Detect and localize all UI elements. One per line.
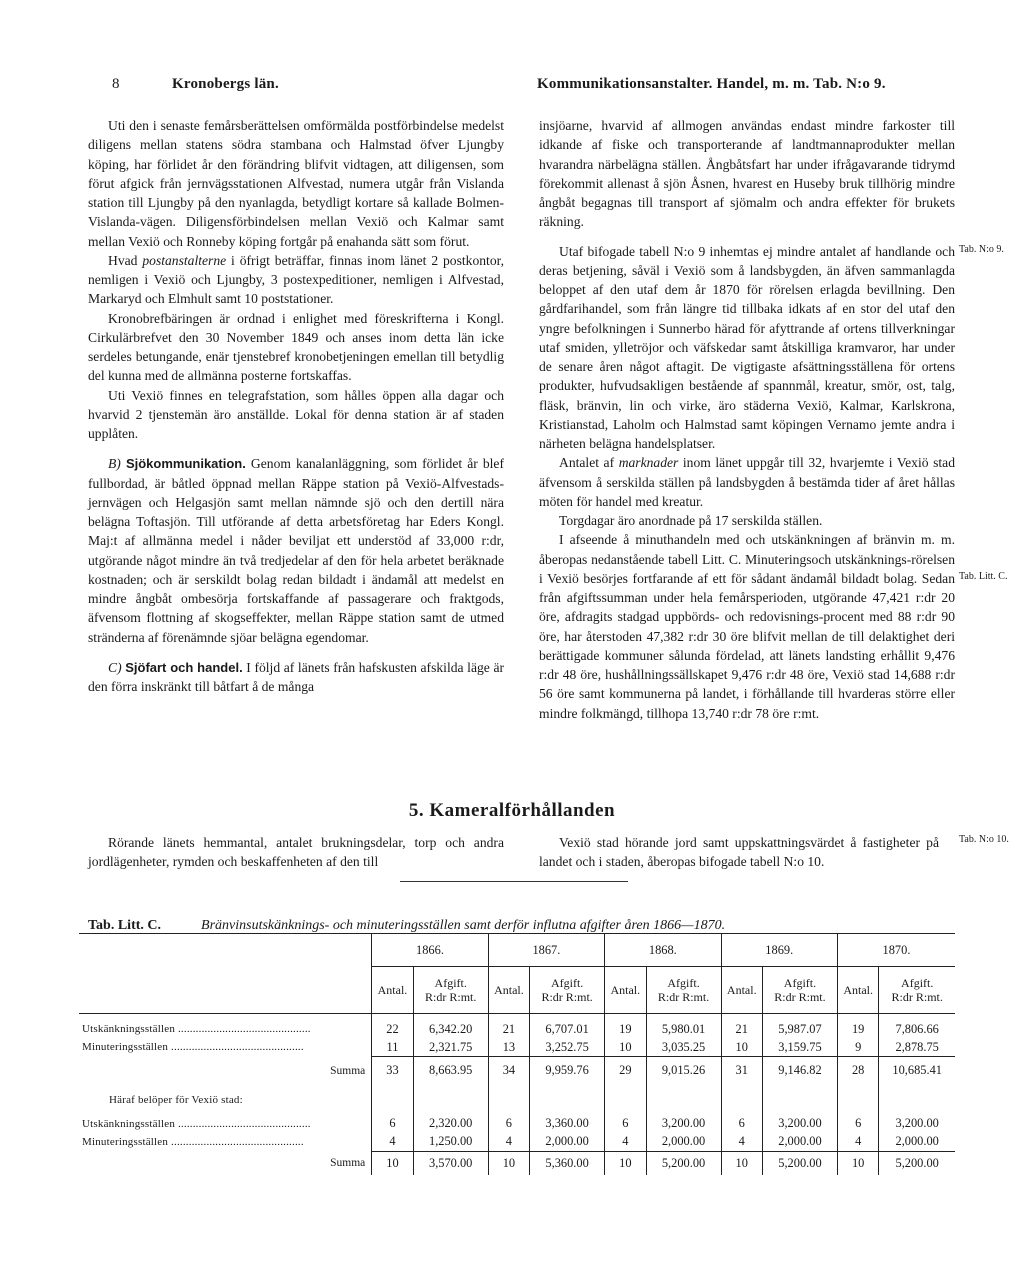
table-cell: 4 bbox=[837, 1133, 878, 1152]
year-header-row bbox=[79, 934, 955, 967]
table-cell: 6 bbox=[372, 1115, 413, 1133]
left-text-column bbox=[88, 116, 504, 696]
column-header: Antal. bbox=[837, 967, 878, 1014]
vexio-heading: Häraf belöper för Vexiö stad: bbox=[109, 1093, 243, 1106]
table-cell: 31 bbox=[721, 1057, 762, 1085]
table-cell: 2,000.00 bbox=[530, 1133, 605, 1152]
running-header-left: Kronobergs län. bbox=[172, 76, 279, 92]
right-text-column bbox=[539, 116, 955, 723]
vexio-heading-row bbox=[79, 1085, 955, 1115]
table-cell: 3,570.00 bbox=[413, 1151, 488, 1175]
table-cell: 3,252.75 bbox=[530, 1038, 605, 1057]
column-header: Afgift. R:dr R:mt. bbox=[879, 967, 955, 1014]
summa-row bbox=[79, 1057, 955, 1085]
table-cell: 22 bbox=[372, 1014, 413, 1039]
table-cell: 8,663.95 bbox=[413, 1057, 488, 1085]
column-header: Afgift. R:dr R:mt. bbox=[762, 967, 837, 1014]
section-right-text: Vexiö stad hörande jord samt uppskattningsvärdet å fastigheter på landet och i staden, åberopas bifogade tabell N:o 10. bbox=[539, 835, 939, 870]
table-cell: 10 bbox=[721, 1038, 762, 1057]
row-label: Minuteringsställen ............................................. bbox=[82, 1041, 304, 1054]
table-cell: 2,000.00 bbox=[762, 1133, 837, 1152]
table-cell: 2,000.00 bbox=[646, 1133, 721, 1152]
column-header: Afgift. R:dr R:mt. bbox=[413, 967, 488, 1014]
column-header: Antal. bbox=[488, 967, 529, 1014]
paragraph-markets: Antalet af marknader inom länet uppgår till 32, hvarjemte i Vexiö stad äfvensom å serskilda ställen på landsbygden å bestämda tider af året hållas möten för handel med kreatur. bbox=[539, 455, 955, 509]
table-cell: 10 bbox=[837, 1151, 878, 1175]
section-left-text: Rörande länets hemmantal, antalet brukningsdelar, torp och andra jordlägenheter, rymden och beskaffenheten af den till bbox=[88, 835, 504, 870]
table-cell: 6,342.20 bbox=[413, 1014, 488, 1039]
table-cell: 9,015.26 bbox=[646, 1057, 721, 1085]
section-rule bbox=[400, 881, 628, 882]
column-header: Antal. bbox=[605, 967, 646, 1014]
paragraph-spirits-trade: I afseende å minuthandeln med och utskänkningen af bränvin m. m. åberopas nedanstående tabell Litt. C. Minuteringsoch utskänknings-rörelsen i Vexiö besörjes fortfarande af ett för sådant ändamål bildadt bolag. Sedan från afgiftssumman under hela femårsperioden, utgörande 47,421 r:dr 20 öre, afdragits stadgad uppbörds- och redovisnings-procent med 88 r:dr 90 öre, har återstoden 47,382 r:dr 30 öre blifvit mellan de till delaktighet deri berättigade kommuner sålunda fördelad, att länets landsting erhållit 9,476 r:dr 48 öre, hushållningssällskapet 9,476 r:dr 48 öre, Vexiö stad 14,688 r:dr 56 öre samt kommunerna på landet, i förhållande till hvarderas större eller mindre folkmängd, tillhopa 13,740 r:dr 78 öre r:mt. bbox=[539, 532, 955, 721]
table-cell: 10,685.41 bbox=[879, 1057, 955, 1085]
table-cell: 4 bbox=[721, 1133, 762, 1152]
margin-note-tab9: Tab. N:o 9. bbox=[959, 244, 1004, 255]
table-cell: 6 bbox=[721, 1115, 762, 1133]
column-header: Afgift. R:dr R:mt. bbox=[530, 967, 605, 1014]
paragraph-diligence: Uti den i senaste femårsberättelsen omförmälda postförbindelse medelst diligens mellan statens södra stambana och Halmstad öfver Ljungby köping, har förlidet år den förändring blifvit vidtagen, att diligensen, som förut afgick från jernvägsstationen Alfvestad, numera utgår från Vislanda station till Ljungby på den nyanlagda, betydligt kortare så kallade Bolmen-Vislanda-vägen. Diligensförbindelsen mellan Vexiö och Kalmar samt mellan Vexiö och Ronneby köping fortgår på enahanda sätt som förut. bbox=[88, 118, 504, 249]
paragraph-post-offices: Hvad postanstalterne i öfrigt beträffar, finnas inom länet 2 postkontor, nemligen i Vexiö och Ljungby, 3 postexpeditioner, nemligen i Alfvestad, Markaryd och Elmhult samt 10 poststationer. bbox=[88, 252, 505, 307]
paragraph-telegraph: Uti Vexiö finnes en telegrafstation, som hålles öppen alla dagar och hvarvid 2 tjenstemän äro anställde. Lokal för denna station är af staden upplåten. bbox=[88, 387, 504, 441]
table-cell: 28 bbox=[837, 1057, 878, 1085]
table-cell: 6 bbox=[837, 1115, 878, 1133]
table-cell: 5,360.00 bbox=[530, 1151, 605, 1175]
table-cell: 10 bbox=[605, 1038, 646, 1057]
table-cell: 6 bbox=[605, 1115, 646, 1133]
margin-note-tab-litt-c: Tab. Litt. C. bbox=[959, 571, 1008, 582]
table-cell: 19 bbox=[605, 1014, 646, 1039]
year-header: 1867. bbox=[488, 934, 604, 967]
table-cell: 7,806.66 bbox=[879, 1014, 955, 1039]
table-title bbox=[88, 918, 725, 934]
table-row bbox=[79, 1133, 955, 1152]
paragraph-shipping-trade: C) Sjöfart och handel. I följd af länets från hafskusten afskilda läge är den förra inskränkt till båtfart å de många bbox=[88, 659, 505, 694]
column-header: Antal. bbox=[721, 967, 762, 1014]
year-header: 1866. bbox=[372, 934, 488, 967]
table-cell: 34 bbox=[488, 1057, 529, 1085]
table-row bbox=[79, 1014, 955, 1039]
table-cell: 3,035.25 bbox=[646, 1038, 721, 1057]
table-cell: 2,320.00 bbox=[413, 1115, 488, 1133]
subheading-shipping-trade: Sjöfart och handel. bbox=[125, 659, 243, 675]
table-cell: 1,250.00 bbox=[413, 1133, 488, 1152]
table-cell: 10 bbox=[605, 1151, 646, 1175]
table-cell: 9,146.82 bbox=[762, 1057, 837, 1085]
table-corner bbox=[79, 934, 372, 1014]
row-label: Utskänkningsställen ............................................. bbox=[82, 1117, 311, 1130]
table-cell: 4 bbox=[488, 1133, 529, 1152]
table-cell: 6 bbox=[488, 1115, 529, 1133]
table-row bbox=[79, 1115, 955, 1133]
page-number: 8 bbox=[112, 76, 120, 92]
table-cell: 4 bbox=[372, 1133, 413, 1152]
subheading-sea-communication: Sjökommunikation. bbox=[125, 456, 246, 472]
table-cell: 9 bbox=[837, 1038, 878, 1057]
table-cell: 4 bbox=[605, 1133, 646, 1152]
year-header: 1870. bbox=[837, 934, 955, 967]
table-cell: 10 bbox=[488, 1151, 529, 1175]
section-title: 5. Kameralförhållanden bbox=[408, 800, 616, 821]
margin-note-tab10: Tab. N:o 10. bbox=[959, 834, 1009, 845]
column-header: Afgift. R:dr R:mt. bbox=[646, 967, 721, 1014]
table-cell: 9,959.76 bbox=[530, 1057, 605, 1085]
table-cell: 3,200.00 bbox=[646, 1115, 721, 1133]
column-header: Antal. bbox=[372, 967, 413, 1014]
table-cell: 5,987.07 bbox=[762, 1014, 837, 1039]
table-row bbox=[79, 1038, 955, 1057]
table-cell: 10 bbox=[372, 1151, 413, 1175]
table-cell: 2,321.75 bbox=[413, 1038, 488, 1057]
paragraph-crown-letters: Kronobrefbäringen är ordnad i enlighet med föreskrifterna i Kongl. Cirkulärbrefvet den 30 November 1849 och anses inom detta län icke serdeles betungande, enär tjenstebref kronobetjeningen emellan till betydlig del kunna med de allmänna posterne fortskaffas. bbox=[88, 310, 504, 384]
table-cell: 33 bbox=[372, 1057, 413, 1085]
paragraph-market-days: Torgdagar äro anordnade på 17 serskilda ställen. bbox=[559, 513, 823, 528]
table-cell: 21 bbox=[721, 1014, 762, 1039]
table-cell: 11 bbox=[372, 1038, 413, 1057]
table-caption: Bränvinsutskänknings- och minuteringsställen samt derför influtna afgifter åren 1866—1870. bbox=[201, 918, 726, 933]
row-label: Minuteringsställen ............................................. bbox=[82, 1135, 304, 1148]
table-cell: 2,878.75 bbox=[879, 1038, 955, 1057]
spirits-table bbox=[79, 933, 955, 1175]
table-cell: 5,200.00 bbox=[879, 1151, 955, 1175]
table-cell: 5,980.01 bbox=[646, 1014, 721, 1039]
paragraph-sea-communication: B) Sjökommunikation. Genom kanalanläggning, som förlidet år blef fullbordad, är båtled öppnad mellan Räppe station på Vexiö-Alfvestads-jernvägen och Helgasjön samt mellan nämnde sjö och den dertill nära belägna Toftasjön. Till utförande af detta arbetsföretag har Eders Kongl. Maj:t af allmänna medel i nåder beviljat ett understöd af 33,000 r:dr, utgörande något mindre än två tredjedelar af den för hela arbetet beräknade kostnaden; och är serskildt bolag redan bildadt i ändamål att medelst en mindre ångbåt ombesörja fortskaffande af passagerare och fraktgods, äfvensom flottning af skogseffekter, mellan Räppe station samt de utmed stränderna af förenämnde sjöar belägna egendomar. bbox=[88, 456, 504, 645]
running-header-right: Kommunikationsanstalter. Handel, m. m. Tab. N:o 9. bbox=[537, 76, 886, 92]
paragraph-lakes: insjöarne, hvarvid af allmogen användas endast mindre farkoster till idkande af fiske och transporterande af landtmannaprodukter mellan hvarandra närbelägna ställen. Ångbåtsfart har under ifrågavarande tidrymd förekommit allenast å sjön Åsnen, hvarest en Huseby bruk tillhörig mindre ångbåt begagnas till transport af sjömalm och andra effekter för brukets räkning. bbox=[539, 118, 955, 230]
table-cell: 5,200.00 bbox=[762, 1151, 837, 1175]
year-header: 1869. bbox=[721, 934, 837, 967]
summa-label: Summa bbox=[330, 1157, 366, 1169]
table-cell: 21 bbox=[488, 1014, 529, 1039]
table-cell: 13 bbox=[488, 1038, 529, 1057]
vexio-summa-row bbox=[79, 1151, 955, 1175]
table-cell: 3,360.00 bbox=[530, 1115, 605, 1133]
table-cell: 3,200.00 bbox=[879, 1115, 955, 1133]
table-cell: 3,159.75 bbox=[762, 1038, 837, 1057]
table-cell: 6,707.01 bbox=[530, 1014, 605, 1039]
table-label: Tab. Litt. C. bbox=[88, 918, 162, 933]
paragraph-merchants: Utaf bifogade tabell N:o 9 inhemtas ej mindre antalet af handlande och deras betjening, såväl i Vexiö som å landsbygden, än äfven sammanlagda beloppet af den utaf dem år 1870 för rörelsen erlagda bevillning. Den gårdfarihandel, som från längre tid tillbaka idkats af en stor del utaf den yngre befolkningen i Sunnerbo härad för afyttrande af ortens tillverkningar utaf smiden, ylletröjor och väfskedar samt åtskilliga kramvaror, har under de senare åren något aftagit. De vigtigaste afsättningsställena för ortens produkter, hufvudsakligen bestående af spannmål, kreatur, smör, ost, talg, fläsk, bränvin, lin och virke, äro städerna Vexiö, Kalmar, Karlskrona, Kristianstad, Laholm och Halmstad samt köpingen Vernamo jemte andra i närheten belägna handelsplatser. bbox=[539, 243, 955, 451]
table-cell: 10 bbox=[721, 1151, 762, 1175]
row-label: Utskänkningsställen ............................................. bbox=[82, 1023, 311, 1035]
table-cell: 2,000.00 bbox=[879, 1133, 955, 1152]
table-cell: 19 bbox=[837, 1014, 878, 1039]
table-cell: 3,200.00 bbox=[762, 1115, 837, 1133]
summa-label: Summa bbox=[330, 1064, 366, 1077]
table-cell: 29 bbox=[605, 1057, 646, 1085]
table-cell: 5,200.00 bbox=[646, 1151, 721, 1175]
year-header: 1868. bbox=[605, 934, 721, 967]
